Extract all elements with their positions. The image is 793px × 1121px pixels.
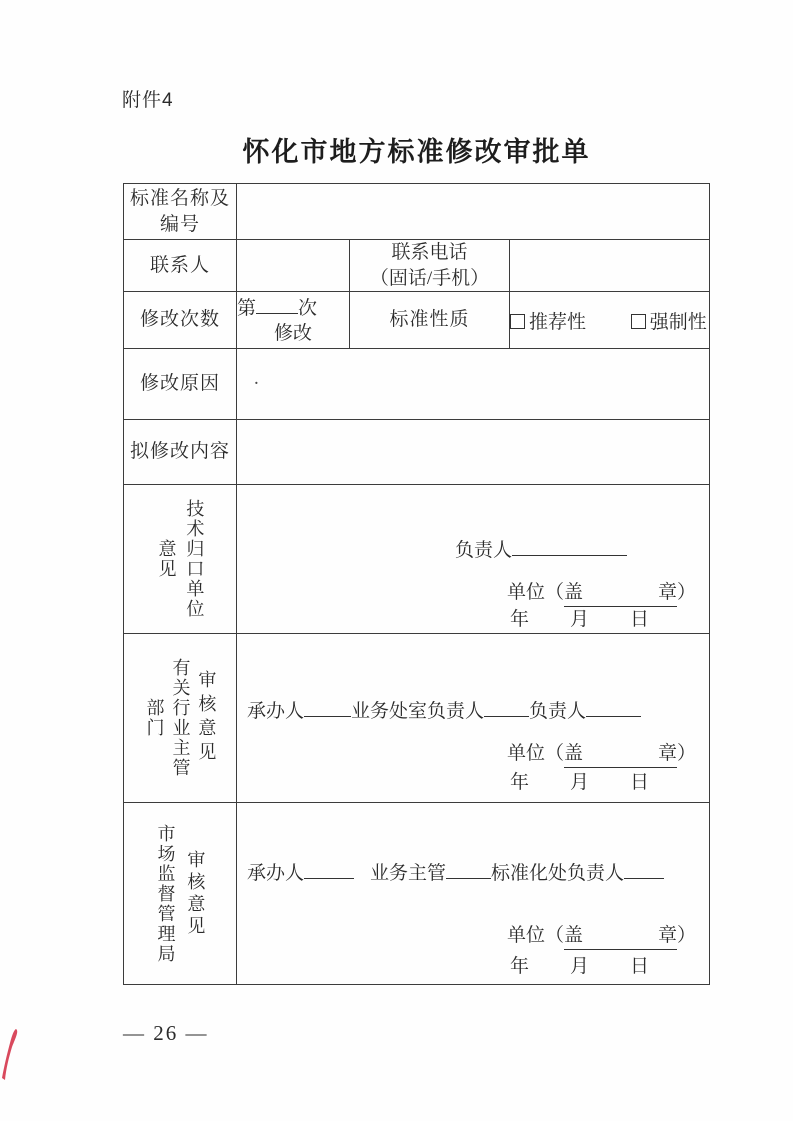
- unit-seal-prefix: 单位（: [507, 743, 565, 765]
- tech-unit-signature-cell: [237, 485, 710, 634]
- business-head-label: 业务主管: [370, 862, 447, 884]
- row-market-bureau-opinion: [124, 803, 710, 985]
- market-bureau-label-col-name: 市场监督管理局: [155, 823, 176, 964]
- row-reason: [124, 349, 710, 420]
- office-head-blank[interactable]: [484, 696, 529, 717]
- business-head-blank[interactable]: [446, 858, 491, 879]
- proposed-content-label: 拟修改内容: [124, 420, 237, 485]
- standard-name-label: [124, 184, 237, 240]
- contact-field[interactable]: [237, 240, 350, 292]
- tech-unit-opinion-label: [124, 485, 237, 634]
- industry-dept-opinion-label: [124, 634, 237, 803]
- row-revision: [124, 292, 710, 349]
- nature-options-cell: [510, 292, 710, 349]
- nature-label: 标准性质: [350, 292, 510, 349]
- contact-phone-label: [350, 240, 510, 292]
- responsible-person-label: 负责人: [455, 540, 513, 562]
- contact-phone-label-line1: 联系电话: [391, 242, 468, 263]
- industry-dept-label-col1: 审核意见: [196, 670, 217, 767]
- responsible-person-blank[interactable]: [512, 535, 627, 556]
- industry-dept-label-col2: 有关行业主管: [170, 658, 191, 779]
- contact-phone-field[interactable]: [510, 240, 710, 292]
- times-unit: 次: [298, 298, 318, 320]
- option-recommended-label: 推荐性: [529, 311, 587, 333]
- responsible-blank[interactable]: [586, 696, 641, 717]
- seal-left: 盖: [564, 582, 584, 604]
- date-line: 年 月 日: [510, 609, 651, 631]
- standard-name-field[interactable]: [237, 184, 710, 240]
- row-proposed-content: [124, 420, 710, 485]
- office-head-label: 业务处室负责人: [351, 701, 485, 723]
- option-mandatory[interactable]: [631, 307, 707, 334]
- times-blank[interactable]: [256, 293, 298, 314]
- date-line: 年 月 日: [510, 955, 651, 977]
- row-industry-dept-opinion: [124, 634, 710, 803]
- seal-right: 章: [658, 743, 678, 765]
- row-tech-unit-opinion: [124, 485, 710, 634]
- option-recommended[interactable]: [510, 307, 586, 334]
- row-standard-name: [124, 184, 710, 240]
- market-bureau-signature-cell: [237, 803, 710, 985]
- row-contact: [124, 240, 710, 292]
- standardization-head-label: 标准化处负责人: [491, 862, 625, 884]
- standardization-head-blank[interactable]: [624, 858, 664, 879]
- unit-seal-prefix: 单位（: [507, 582, 565, 604]
- undertaker-blank[interactable]: [304, 858, 354, 879]
- date-line: 年 月 日: [510, 772, 651, 794]
- times-prefix: 第: [237, 298, 257, 320]
- undertaker-label: 承办人: [247, 862, 305, 884]
- seal-right: 章: [658, 924, 678, 946]
- undertaker-label: 承办人: [247, 701, 305, 723]
- proposed-content-field[interactable]: [237, 420, 710, 485]
- times-line2: 修改: [273, 322, 312, 344]
- tech-unit-label-col-opinion: 意见: [156, 539, 177, 580]
- unit-seal-suffix: ）: [677, 743, 697, 765]
- checkbox-recommended-icon[interactable]: [510, 314, 525, 329]
- form-title: 怀化市地方标准修改审批单: [242, 137, 591, 167]
- red-pen-mark: [1, 1027, 23, 1083]
- revision-times-cell: [237, 292, 350, 349]
- unit-seal-suffix: ）: [677, 924, 697, 946]
- market-bureau-label-col-opinion: 审核意见: [185, 849, 206, 938]
- option-mandatory-label: 强制性: [649, 311, 707, 333]
- unit-seal-suffix: ）: [677, 582, 697, 604]
- revision-count-label: 修改次数: [124, 292, 237, 349]
- contact-label: 联系人: [124, 240, 237, 292]
- undertaker-blank[interactable]: [304, 696, 351, 717]
- approval-form-table: [123, 183, 710, 985]
- seal-left: 盖: [564, 743, 584, 765]
- reason-label: 修改原因: [124, 349, 237, 420]
- tech-unit-label-col-name: 技术归口单位: [184, 499, 205, 620]
- attachment-label: 附件4: [122, 90, 174, 111]
- standard-name-label-line2: 编号: [159, 213, 200, 235]
- unit-seal-prefix: 单位（: [507, 924, 565, 946]
- checkbox-mandatory-icon[interactable]: [631, 314, 646, 329]
- page-number: — 26 —: [123, 1021, 209, 1045]
- market-bureau-opinion-label: [124, 803, 237, 985]
- standard-name-label-line1: 标准名称及: [129, 187, 230, 209]
- reason-field[interactable]: [237, 349, 710, 420]
- seal-left: 盖: [564, 924, 584, 946]
- contact-phone-label-line2: （固话/手机）: [369, 267, 490, 289]
- stray-ink-dot: .: [254, 368, 259, 389]
- industry-dept-label-col3: 部门: [144, 698, 165, 739]
- industry-dept-signature-cell: [237, 634, 710, 803]
- seal-right: 章: [658, 582, 678, 604]
- responsible-label: 负责人: [529, 701, 587, 723]
